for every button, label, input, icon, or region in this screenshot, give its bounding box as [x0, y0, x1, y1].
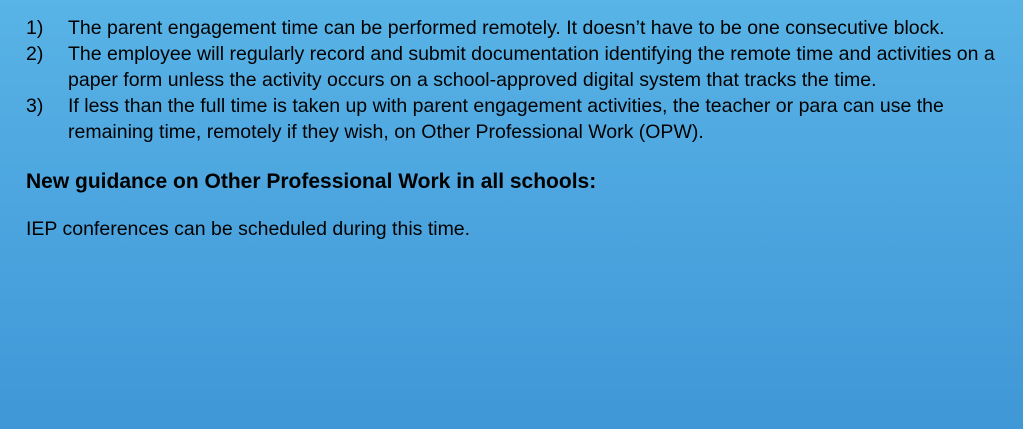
- section-heading: New guidance on Other Professional Work in all schools:: [26, 170, 597, 193]
- numbered-list: [26, 15, 1006, 145]
- list-item: [26, 15, 1006, 41]
- list-item: [26, 93, 1006, 145]
- guidance-note: IEP conferences can be scheduled during this time.: [26, 218, 471, 240]
- list-item-number: 2): [26, 43, 44, 65]
- list-item-text: The employee will regularly record and submit documentation identifying the remote time and activities on a paper form unless the activity occurs on a school-approved digital system that tracks the time.: [68, 43, 995, 91]
- list-item-text: If less than the full time is taken up with parent engagement activities, the teacher or para can use the remaining time, remotely if they wish, on Other Professional Work (OPW).: [68, 95, 944, 143]
- list-item: [26, 41, 1006, 93]
- list-item-number: 1): [26, 17, 44, 39]
- document-body: [26, 15, 1006, 242]
- list-item-number: 3): [26, 95, 44, 117]
- list-item-text: The parent engagement time can be performed remotely. It doesn’t have to be one consecutive block.: [68, 17, 945, 39]
